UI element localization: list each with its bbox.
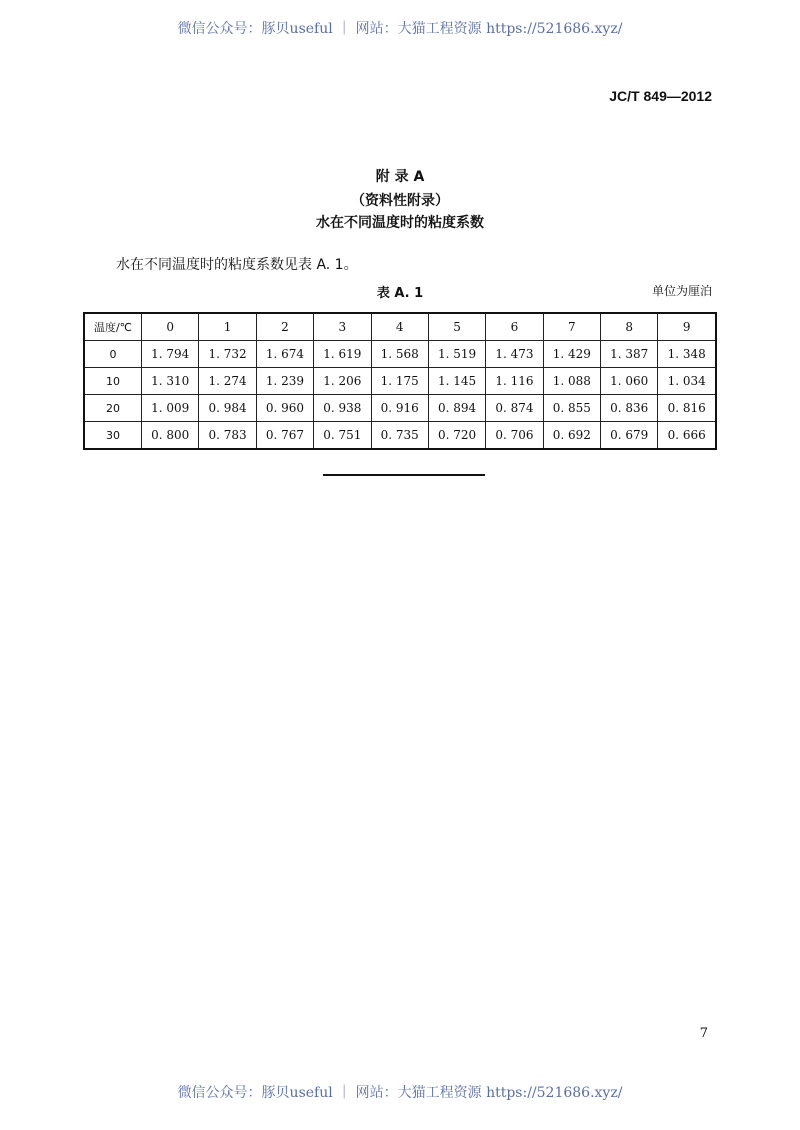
table-cell: 1. 473: [486, 341, 543, 368]
header-cell: 8: [601, 313, 658, 341]
table-cell: 1. 274: [199, 368, 256, 395]
table-cell: 0. 720: [428, 422, 485, 450]
table-cell: 1. 794: [142, 341, 199, 368]
viscosity-table: [83, 312, 717, 450]
table-cell: 1. 732: [199, 341, 256, 368]
table-cell: 1. 206: [314, 368, 371, 395]
table-cell: 0. 735: [371, 422, 428, 450]
table-cell: 1. 116: [486, 368, 543, 395]
table-cell: 0. 984: [199, 395, 256, 422]
table-cell: 0. 816: [658, 395, 716, 422]
table-cell: 0. 783: [199, 422, 256, 450]
table-cell: 0. 706: [486, 422, 543, 450]
appendix-subtitle: （资料性附录）: [351, 193, 449, 209]
table-cell: 1. 674: [256, 341, 313, 368]
table-row: [84, 341, 716, 368]
table-cell: 1. 009: [142, 395, 199, 422]
table-header-row: [84, 313, 716, 341]
table-cell: 0. 800: [142, 422, 199, 450]
table-cell: 0. 751: [314, 422, 371, 450]
table-cell: 1. 568: [371, 341, 428, 368]
header-cell: 3: [314, 313, 371, 341]
page-number: 7: [699, 1026, 708, 1041]
table-cell: 0. 679: [601, 422, 658, 450]
watermark-top: 微信公众号：豚贝useful ｜ 网站：大猫工程资源 https://521686.xyz/: [177, 21, 623, 37]
appendix-title: 附 录 A: [375, 169, 425, 185]
end-rule: [323, 474, 485, 476]
table-cell: 1. 175: [371, 368, 428, 395]
standard-number: JC/T 849—2012: [609, 88, 712, 104]
header-cell: 0: [142, 313, 199, 341]
watermark-bottom: 微信公众号：豚贝useful ｜ 网站：大猫工程资源 https://521686.xyz/: [177, 1085, 623, 1101]
table-row: [84, 395, 716, 422]
header-cell: 5: [428, 313, 485, 341]
header-cell: 6: [486, 313, 543, 341]
table-cell: 1. 034: [658, 368, 716, 395]
table-cell: 1. 310: [142, 368, 199, 395]
table-cell: 1. 519: [428, 341, 485, 368]
table-cell: 30: [84, 422, 142, 450]
table-cell: 1. 239: [256, 368, 313, 395]
table-row: [84, 422, 716, 450]
table-cell: 0. 767: [256, 422, 313, 450]
table-cell: 0. 836: [601, 395, 658, 422]
header-cell: 4: [371, 313, 428, 341]
header-cell: 2: [256, 313, 313, 341]
table-caption: 表 A. 1: [376, 286, 424, 301]
table-cell: 0. 855: [543, 395, 600, 422]
table-cell: 0. 874: [486, 395, 543, 422]
header-cell: 9: [658, 313, 716, 341]
table-cell: 1. 348: [658, 341, 716, 368]
header-cell: 温度/℃: [84, 313, 142, 341]
table-cell: 20: [84, 395, 142, 422]
table-cell: 0: [84, 341, 142, 368]
table-cell: 1. 429: [543, 341, 600, 368]
table-cell: 0. 894: [428, 395, 485, 422]
header-cell: 1: [199, 313, 256, 341]
table-cell: 1. 387: [601, 341, 658, 368]
table-cell: 1. 619: [314, 341, 371, 368]
table-cell: 1. 088: [543, 368, 600, 395]
table-cell: 0. 938: [314, 395, 371, 422]
table-cell: 0. 692: [543, 422, 600, 450]
table-cell: 0. 666: [658, 422, 716, 450]
table-row: [84, 368, 716, 395]
table-cell: 1. 145: [428, 368, 485, 395]
table-cell: 10: [84, 368, 142, 395]
appendix-heading: 水在不同温度时的粘度系数: [316, 215, 484, 231]
header-cell: 7: [543, 313, 600, 341]
table-cell: 0. 916: [371, 395, 428, 422]
intro-text: 水在不同温度时的粘度系数见表 A. 1。: [116, 257, 358, 273]
table-cell: 0. 960: [256, 395, 313, 422]
table-cell: 1. 060: [601, 368, 658, 395]
table-unit: 单位为厘泊: [651, 284, 712, 298]
